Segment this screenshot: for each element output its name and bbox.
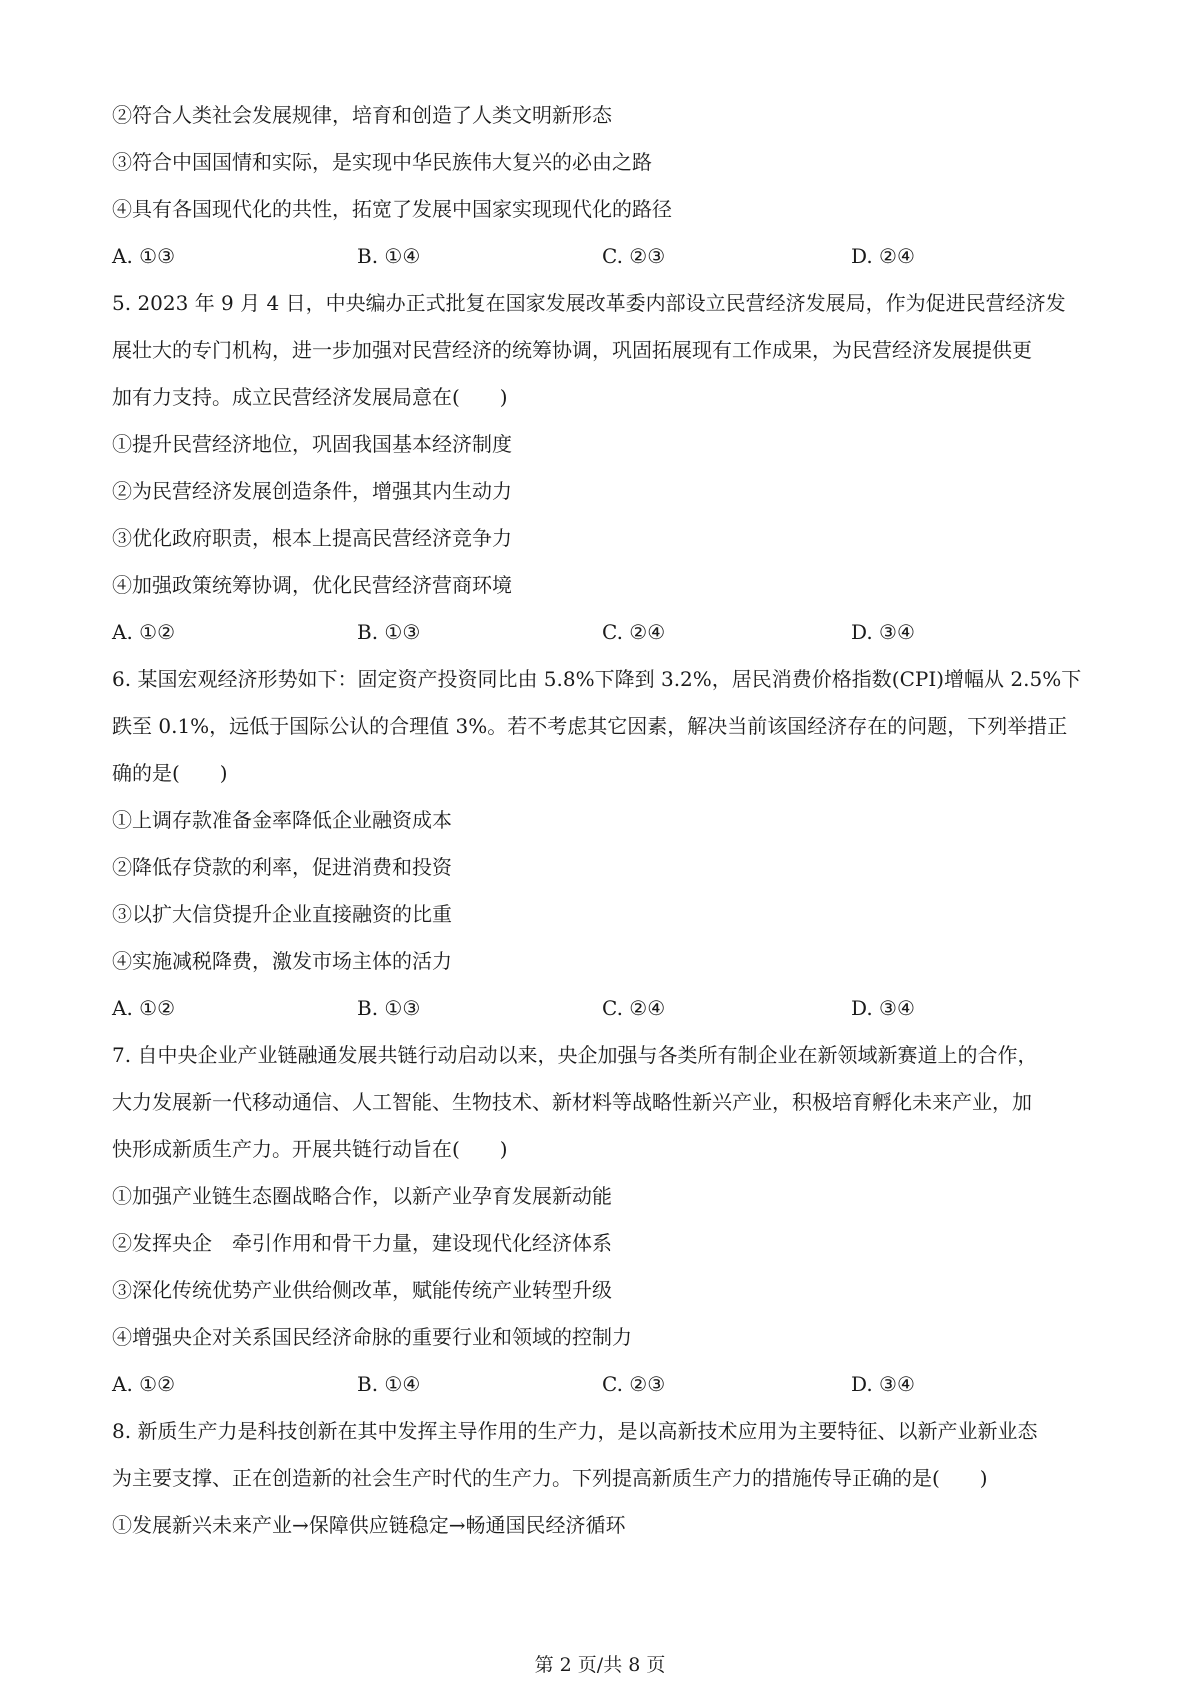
question-stem-line: 5. 2023 年 9 月 4 日，中央编办正式批复在国家发展改革委内部设立民营经济发展局，作为促进民营经济发 [112,291,1066,315]
choice-b: B. ①④ [357,244,421,268]
choice-c: C. ②④ [602,996,666,1020]
question-stem-line: 展壮大的专门机构，进一步加强对民营经济的统筹协调，巩固拓展现有工作成果，为民营经济发展提供更 [112,338,1032,362]
option-item: ③优化政府职责，根本上提高民营经济竞争力 [112,526,512,550]
answer-choices [100,233,1110,280]
option-item: ②降低存贷款的利率，促进消费和投资 [112,855,452,879]
question-stem-line: 确的是( ) [112,761,228,785]
question-5 [100,280,1110,656]
option-item: ④加强政策统筹协调，优化民营经济营商环境 [112,573,512,597]
answer-choices [100,1361,1110,1408]
option-item: ①上调存款准备金率降低企业融资成本 [112,808,452,832]
choice-c: C. ②③ [602,244,666,268]
choice-c: C. ②④ [602,620,666,644]
option-item: ④具有各国现代化的共性，拓宽了发展中国家实现现代化的路径 [112,197,672,221]
choice-a: A. ①③ [112,244,176,268]
choice-a: A. ①② [112,620,176,644]
choice-d: D. ③④ [851,996,915,1020]
question-6 [100,656,1110,1032]
question-stem-line: 跌至 0.1%，远低于国际公认的合理值 3%。若不考虑其它因素，解决当前该国经济存在的问题，下列举措正 [112,714,1068,738]
question-stem-line: 7. 自中央企业产业链融通发展共链行动启动以来，央企加强与各类所有制企业在新领域新赛道上的合作， [112,1043,1038,1067]
question-8 [100,1408,1110,1549]
choice-b: B. ①③ [357,620,421,644]
option-item: ③深化传统优势产业供给侧改革，赋能传统产业转型升级 [112,1278,612,1302]
option-item: ①提升民营经济地位，巩固我国基本经济制度 [112,432,512,456]
choice-b: B. ①③ [357,996,421,1020]
option-item: ③以扩大信贷提升企业直接融资的比重 [112,902,452,926]
question-4-continued [100,92,1110,280]
question-stem-line: 快形成新质生产力。开展共链行动旨在( ) [112,1137,508,1161]
answer-choices [100,609,1110,656]
choice-b: B. ①④ [357,1372,421,1396]
question-stem-line: 加有力支持。成立民营经济发展局意在( ) [112,385,508,409]
option-item: ②发挥央企 牵引作用和骨干力量，建设现代化经济体系 [112,1231,612,1255]
option-item: ④增强央企对关系国民经济命脉的重要行业和领域的控制力 [112,1325,632,1349]
option-item: ①加强产业链生态圈战略合作，以新产业孕育发展新动能 [112,1184,612,1208]
option-item: ①发展新兴未来产业→保障供应链稳定→畅通国民经济循环 [112,1513,626,1537]
option-item: ②为民营经济发展创造条件，增强其内生动力 [112,479,512,503]
question-stem-line: 大力发展新一代移动通信、人工智能、生物技术、新材料等战略性新兴产业，积极培育孵化未来产业，加 [112,1090,1032,1114]
question-stem-line: 6. 某国宏观经济形势如下：固定资产投资同比由 5.8%下降到 3.2%，居民消费价格指数(CPI)增幅从 2.5%下 [112,667,1082,691]
choice-c: C. ②③ [602,1372,666,1396]
question-7 [100,1032,1110,1408]
page-footer: 第 2 页/共 8 页 [534,1654,666,1676]
choice-a: A. ①② [112,996,176,1020]
choice-d: D. ③④ [851,620,915,644]
question-stem-line: 为主要支撑、正在创造新的社会生产时代的生产力。下列提高新质生产力的措施传导正确的是( ) [112,1466,988,1490]
document-body [100,92,1110,1549]
option-item: ④实施减税降费，激发市场主体的活力 [112,949,452,973]
question-stem-line: 8. 新质生产力是科技创新在其中发挥主导作用的生产力，是以高新技术应用为主要特征、以新产业新业态 [112,1419,1038,1443]
option-item: ②符合人类社会发展规律，培育和创造了人类文明新形态 [112,103,612,127]
choice-d: D. ③④ [851,1372,915,1396]
option-item: ③符合中国国情和实际，是实现中华民族伟大复兴的必由之路 [112,150,652,174]
choice-d: D. ②④ [851,244,915,268]
choice-a: A. ①② [112,1372,176,1396]
answer-choices [100,985,1110,1032]
